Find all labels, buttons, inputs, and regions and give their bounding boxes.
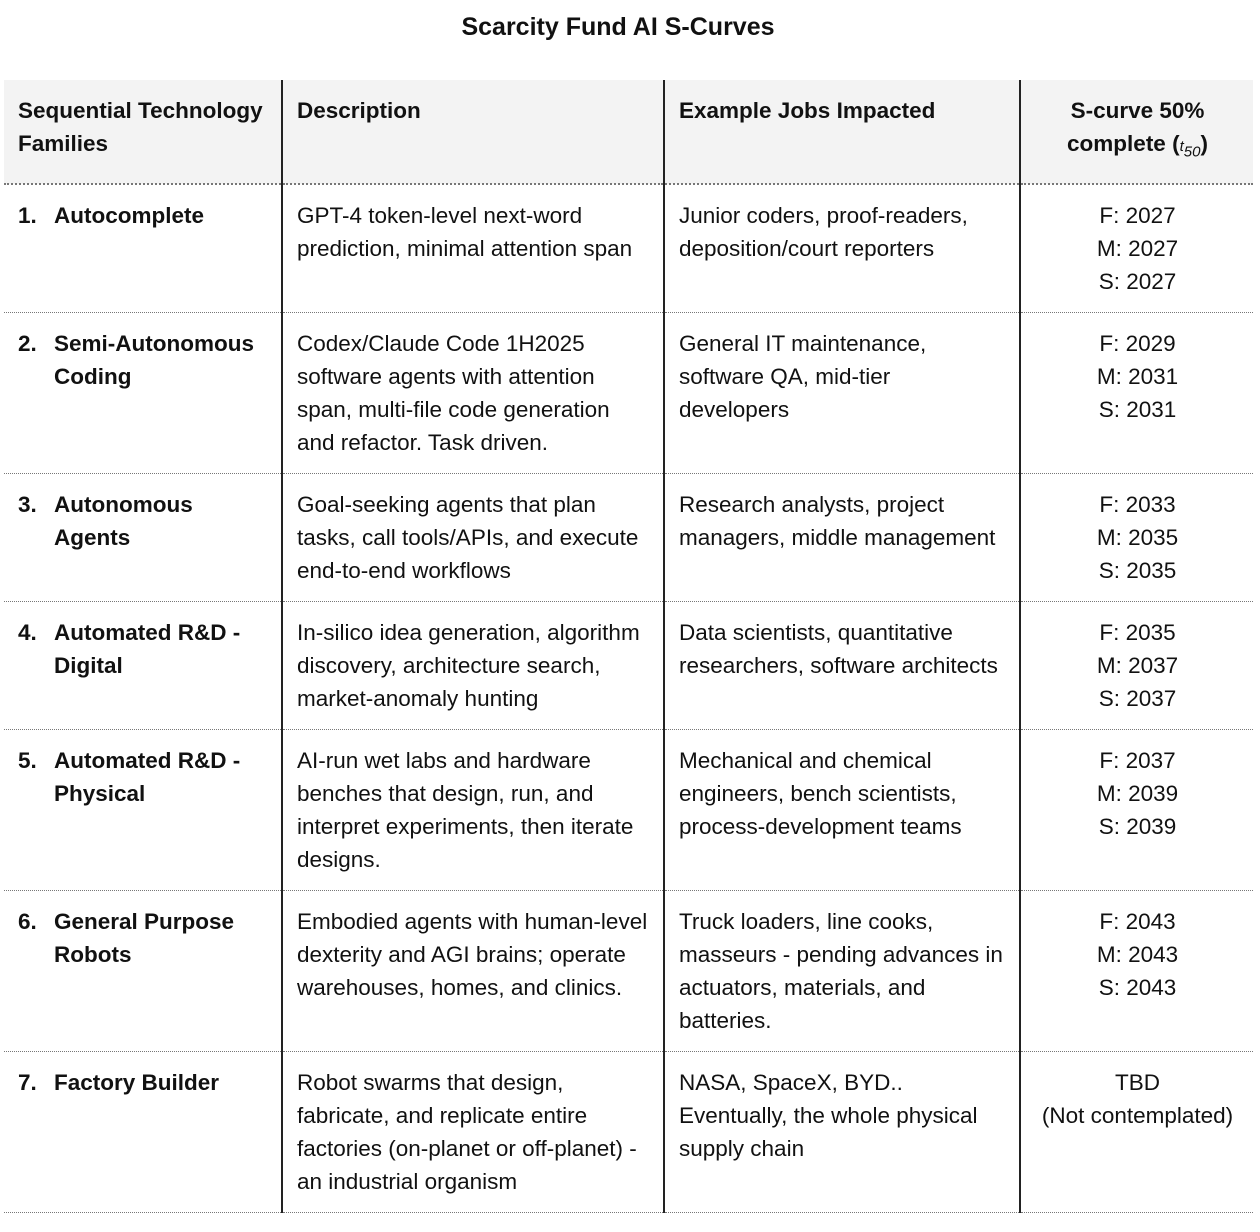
- header-jobs: Example Jobs Impacted: [664, 80, 1020, 184]
- t50-medium: M: 2031: [1096, 363, 1179, 389]
- t50-slow: S: 2027: [1098, 268, 1177, 294]
- description-cell: Goal-seeking agents that plan tasks, call tools/APIs, and execute end-to-end workflows: [282, 473, 664, 601]
- jobs-cell: Data scientists, quantitative researchers, software architects: [664, 601, 1020, 729]
- t50-medium: M: 2027: [1096, 235, 1179, 261]
- t50-fast: F: 2033: [1099, 491, 1176, 517]
- header-families: Sequential Technology Families: [4, 80, 282, 184]
- family-name: Automated R&D - Digital: [54, 619, 241, 678]
- t50-cell: [1020, 1051, 1253, 1212]
- family-cell: [4, 729, 282, 890]
- family-cell: [4, 473, 282, 601]
- t50-medium: (Not contemplated): [1041, 1102, 1234, 1128]
- family-cell: [4, 601, 282, 729]
- family-cell: [4, 1051, 282, 1212]
- t50-fast: F: 2035: [1099, 619, 1176, 645]
- t50-slow: S: 2037: [1098, 685, 1177, 711]
- family-cell: [4, 890, 282, 1051]
- t50-fast: F: 2027: [1099, 202, 1176, 228]
- row-number: 7.: [18, 1069, 37, 1095]
- jobs-cell: Junior coders, proof-readers, deposition/court reporters: [664, 184, 1020, 313]
- family-cell: [4, 312, 282, 473]
- family-name: Semi-Autonomous Coding: [54, 330, 254, 389]
- header-t50-var: t: [1179, 138, 1184, 155]
- family-name: Autonomous Agents: [54, 491, 193, 550]
- family-name: Automated R&D - Physical: [54, 747, 241, 806]
- t50-fast: TBD: [1115, 1069, 1160, 1095]
- t50-cell: [1020, 184, 1253, 313]
- t50-fast: F: 2029: [1099, 330, 1176, 356]
- row-number: 4.: [18, 619, 37, 645]
- description-cell: Embodied agents with human-level dexterity and AGI brains; operate warehouses, homes, and clinics.: [282, 890, 664, 1051]
- table-row: [4, 890, 1253, 1051]
- family-cell: [4, 184, 282, 313]
- table-row: [4, 312, 1253, 473]
- jobs-cell: Mechanical and chemical engineers, bench scientists, process-development teams: [664, 729, 1020, 890]
- table-header-row: [4, 80, 1253, 184]
- t50-medium: M: 2043: [1096, 941, 1179, 967]
- jobs-cell: General IT maintenance, software QA, mid-tier developers: [664, 312, 1020, 473]
- family-name: Factory Builder: [54, 1069, 220, 1095]
- t50-slow: S: 2043: [1098, 974, 1177, 1000]
- table-row: [4, 729, 1253, 890]
- description-cell: AI-run wet labs and hardware benches that design, run, and interpret experiments, then iterate designs.: [282, 729, 664, 890]
- row-number: 2.: [18, 330, 37, 356]
- t50-medium: M: 2035: [1096, 524, 1179, 550]
- description-cell: In-silico idea generation, algorithm discovery, architecture search, market-anomaly hunting: [282, 601, 664, 729]
- row-number: 6.: [18, 908, 37, 934]
- jobs-cell: NASA, SpaceX, BYD.. Eventually, the whole physical supply chain: [664, 1051, 1020, 1212]
- t50-cell: [1020, 601, 1253, 729]
- t50-fast: F: 2037: [1099, 747, 1176, 773]
- table-row: [4, 473, 1253, 601]
- jobs-cell: Research analysts, project managers, middle management: [664, 473, 1020, 601]
- t50-slow: S: 2035: [1098, 557, 1177, 583]
- table-row: [4, 184, 1253, 313]
- t50-slow: S: 2031: [1098, 396, 1177, 422]
- t50-slow: S: 2039: [1098, 813, 1177, 839]
- family-name: General Purpose Robots: [54, 908, 235, 967]
- row-number: 3.: [18, 491, 37, 517]
- s-curves-table: [4, 80, 1253, 1213]
- header-description: Description: [282, 80, 664, 184]
- t50-medium: M: 2039: [1096, 780, 1179, 806]
- header-t50-suffix: ): [1200, 131, 1208, 156]
- jobs-cell: Truck loaders, line cooks, masseurs - pending advances in actuators, materials, and batteries.: [664, 890, 1020, 1051]
- description-cell: Codex/Claude Code 1H2025 software agents with attention span, multi-file code generation and refactor. Task driven.: [282, 312, 664, 473]
- t50-medium: M: 2037: [1096, 652, 1179, 678]
- t50-cell: [1020, 729, 1253, 890]
- table-row: [4, 601, 1253, 729]
- header-t50: [1020, 80, 1253, 184]
- t50-cell: [1020, 312, 1253, 473]
- t50-cell: [1020, 890, 1253, 1051]
- t50-cell: [1020, 473, 1253, 601]
- description-cell: GPT-4 token-level next-word prediction, minimal attention span: [282, 184, 664, 313]
- page-title: Scarcity Fund AI S-Curves: [461, 13, 775, 41]
- description-cell: Robot swarms that design, fabricate, and replicate entire factories (on-planet or off-planet) - an industrial organism: [282, 1051, 664, 1212]
- table-row: [4, 1051, 1253, 1212]
- row-number: 5.: [18, 747, 37, 773]
- family-name: Autocomplete: [54, 202, 205, 228]
- header-t50-sub: 50: [1183, 143, 1201, 161]
- row-number: 1.: [18, 202, 37, 228]
- header-t50-prefix: S-curve 50% complete (: [1067, 98, 1205, 156]
- t50-fast: F: 2043: [1099, 908, 1176, 934]
